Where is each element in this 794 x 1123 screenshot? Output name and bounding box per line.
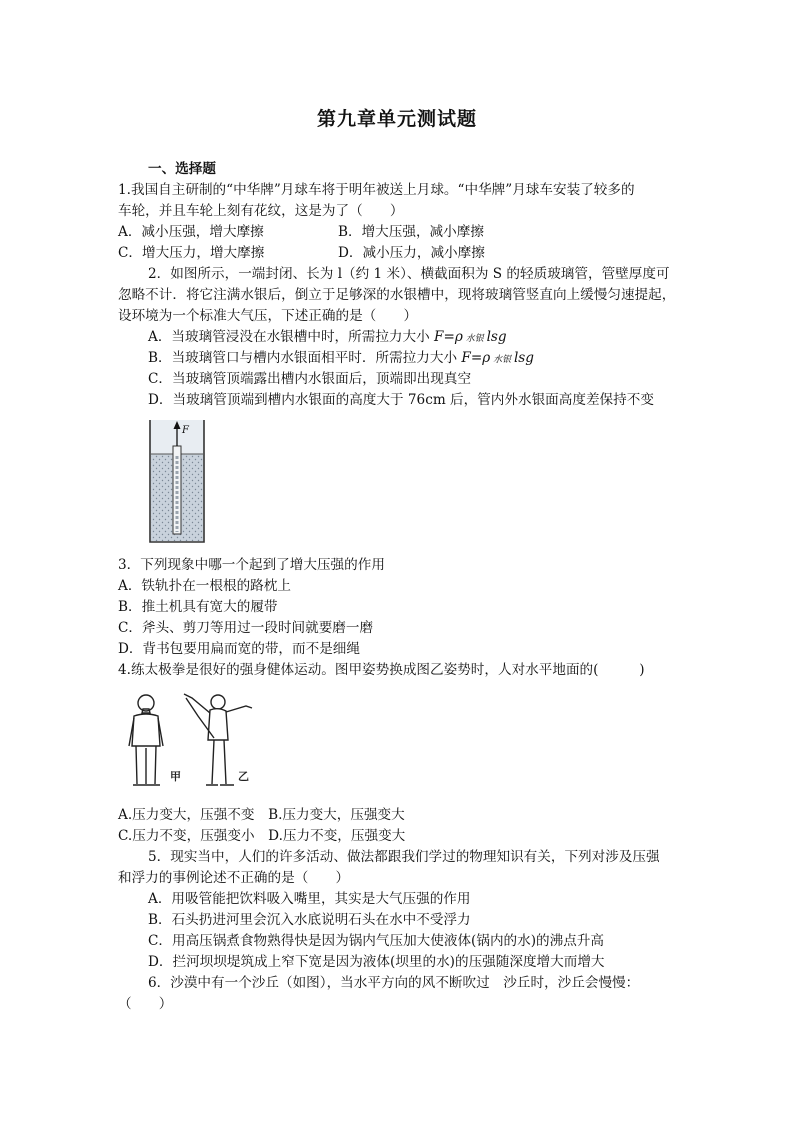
q5-stem-line2: 和浮力的事例论述不正确的是（ ） (118, 870, 350, 886)
q2-option-b (148, 349, 534, 369)
mercury-tube-figure (146, 416, 208, 546)
q2-option-b-formula: lsg (513, 350, 534, 366)
q5-option-c: C．用高压锅煮食物熟得快是因为锅内气压加大使液体(锅内的水)的沸点升高 (148, 933, 605, 949)
q3-option-d: D．背书包要用扁而宽的带，而不是细绳 (118, 641, 360, 657)
glass-tube (173, 446, 181, 534)
q4-options-ab: A.压力变大，压强不变 B.压力变大，压强变大 (118, 807, 405, 823)
q3-option-a: A．铁轨扑在一根根的路枕上 (118, 578, 291, 594)
q4-options-cd: C.压力不变，压强变小 D.压力不变，压强变大 (118, 828, 406, 844)
q5-option-b: B．石头扔进河里会沉入水底说明石头在水中不受浮力 (148, 912, 471, 928)
q2-stem-line1: 2．如图所示，一端封闭、长为 l（约 1 米）、横截面积为 S 的轻质玻璃管，管壁厚度可 (148, 266, 670, 282)
q2-option-a (148, 328, 507, 348)
q2-stem-line2: 忽略不计．将它注满水银后，倒立于足够深的水银槽中，现将玻璃管竖直向上缓慢匀速提起， (118, 287, 676, 303)
page-title: 第九章单元测试题 (316, 108, 477, 130)
q1-stem-line1: 1.我国自主研制的“中华牌”月球车将于明年被送上月球。“中华牌”月球车安装了较多的 (118, 182, 635, 198)
q2-option-a-rho: =ρ (443, 329, 463, 345)
q2-stem-line3: 设环境为一个标准大气压，下述正确的是（ ） (118, 308, 418, 324)
q1-option-c: C．增大压力，增大摩擦 (118, 245, 265, 261)
figure-yi-label: 乙 (238, 770, 249, 783)
q4-stem: 4.练太极拳是很好的强身健体运动。图甲姿势换成图乙姿势时，人对水平地面的( ) (118, 662, 645, 678)
q3-stem: 3．下列现象中哪一个起到了增大压强的作用 (118, 557, 385, 573)
q6-stem-line2: （ ） (118, 996, 173, 1012)
q1-option-a: A．减小压强，增大摩擦 (118, 224, 264, 240)
q1-option-b: B．增大压强，减小摩擦 (338, 224, 484, 240)
q2-option-b-text: B．当玻璃管口与槽内水银面相平时．所需拉力大小 (148, 350, 462, 366)
q2-option-b-force: F (461, 350, 471, 366)
q2-option-a-formula: lsg (486, 329, 507, 345)
q2-option-a-text: A．当玻璃管浸没在水银槽中时，所需拉力大小 (148, 329, 435, 345)
q2-option-b-subscript: 水银 (490, 355, 514, 365)
q1-option-d: D．减小压力，减小摩擦 (338, 245, 485, 261)
figure-jia-label: 甲 (170, 770, 181, 783)
q5-option-a: A．用吸管能把饮料吸入嘴里，其实是大气压强的作用 (148, 891, 471, 907)
figure-jia (129, 695, 163, 785)
q3-option-c: C．斧头、剪刀等用过一段时间就要磨一磨 (118, 620, 374, 636)
q5-option-d: D．拦河坝坝堤筑成上窄下宽是因为液体(坝里的水)的压强随深度增大而增大 (148, 954, 605, 970)
q3-option-b: B．推土机具有宽大的履带 (118, 599, 278, 615)
q2-option-d: D．当玻璃管顶端到槽内水银面的高度大于 76cm 后，管内外水银面高度差保持不变 (148, 392, 654, 408)
force-label: F (182, 425, 189, 436)
q2-option-a-subscript: 水银 (462, 334, 487, 344)
q2-option-a-force: F (434, 329, 444, 345)
tai-chi-figure (120, 688, 270, 792)
q6-stem-line1: 6．沙漠中有一个沙丘（如图），当水平方向的风不断吹过 沙丘时，沙丘会慢慢： (148, 975, 640, 991)
q5-stem-line1: 5．现实当中，人们的许多活动、做法都跟我们学过的物理知识有关，下列对涉及压强 (148, 849, 660, 865)
q2-option-c: C．当玻璃管顶端露出槽内水银面后，顶端即出现真空 (148, 371, 472, 387)
section-heading: 一、选择题 (148, 161, 216, 177)
q1-stem-line2: 车轮，并且车轮上刻有花纹，这是为了（ ） (118, 203, 404, 219)
q2-option-b-rho: =ρ (470, 350, 491, 366)
